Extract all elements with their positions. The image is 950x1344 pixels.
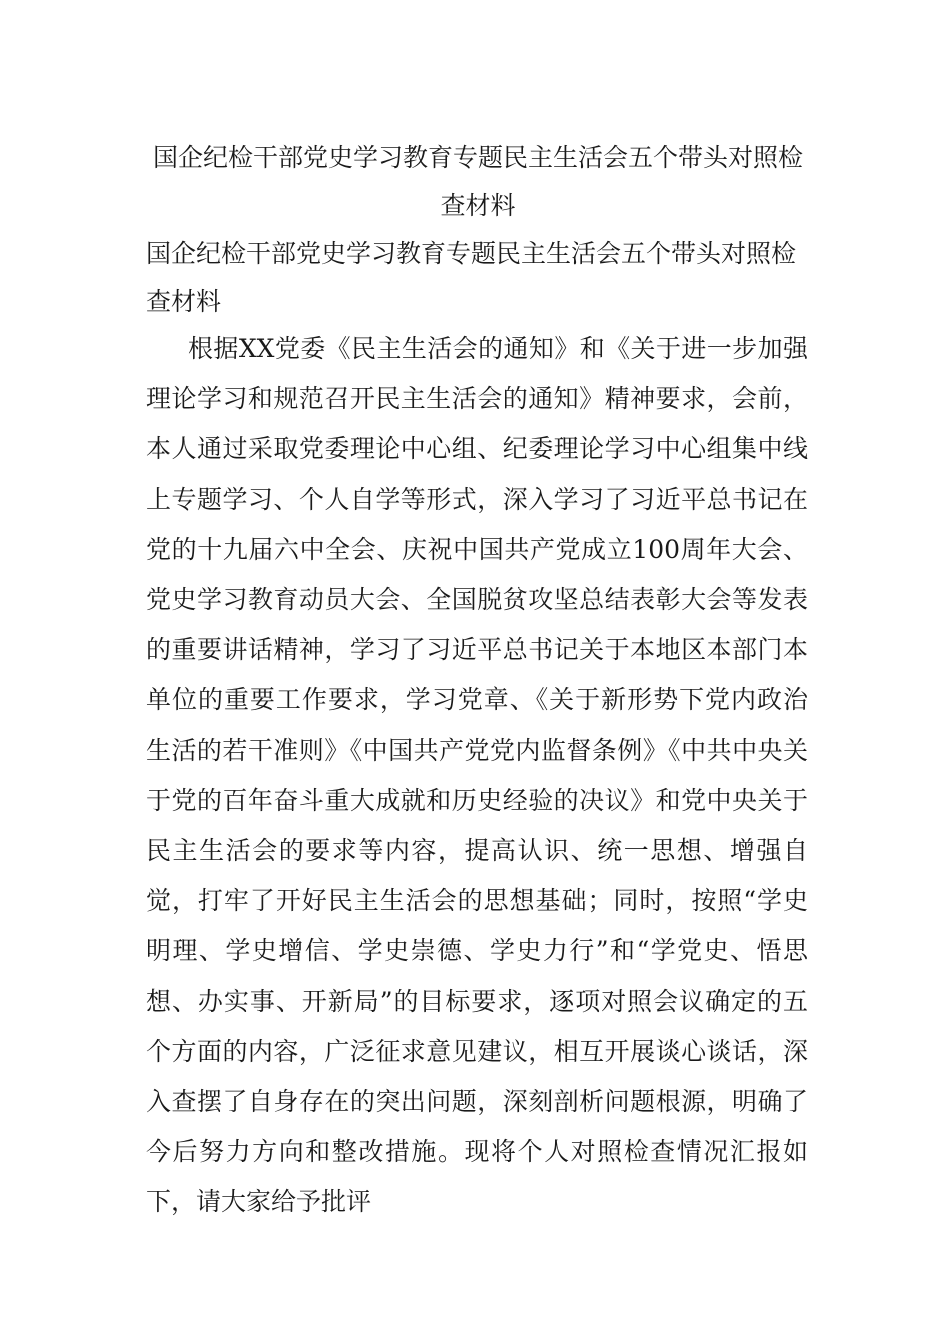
body-paragraph: 根据XX党委《民主生活会的通知》和《关于进一步加强理论学习和规范召开民主生活会的通知》精神要求，会前，本人通过采取党委理论中心组、纪委理论学习中心组集中线上专题学习、个人自学等形式，深入学习了习近平总书记在党的十九届六中全会、庆祝中国共产党成立100周年大会、党史学习教育动员大会、全国脱贫攻坚总结表彰大会等发表的重要讲话精神，学习了习近平总书记关于本地区本部门本单位的重要工作要求，学习党章、《关于新形势下党内政治生活的若干准则》《中国共产党党内监督条例》《中共中央关于党的百年奋斗重大成就和历史经验的决议》和党中央关于民主生活会的要求等内容，提高认识、统一思想、增强自觉，打牢了开好民主生活会的思想基础；同时，按照“学史明理、学史增信、学史崇德、学史力行”和“学党史、悟思想、办实事、开新局”的目标要求，逐项对照会议确定的五个方面的内容，广泛征求意见建议，相互开展谈心谈话，深入查摆了自身存在的突出问题，深刻剖析问题根源，明确了今后努力方向和整改措施。现将个人对照检查情况汇报如下，请大家给予批评: [146, 334, 808, 1217]
document-subtitle: 国企纪检干部党史学习教育专题民主生活会五个带头对照检查材料: [146, 239, 797, 316]
document-title: 国企纪检干部党史学习教育专题民主生活会五个带头对照检查材料: [152, 143, 803, 220]
